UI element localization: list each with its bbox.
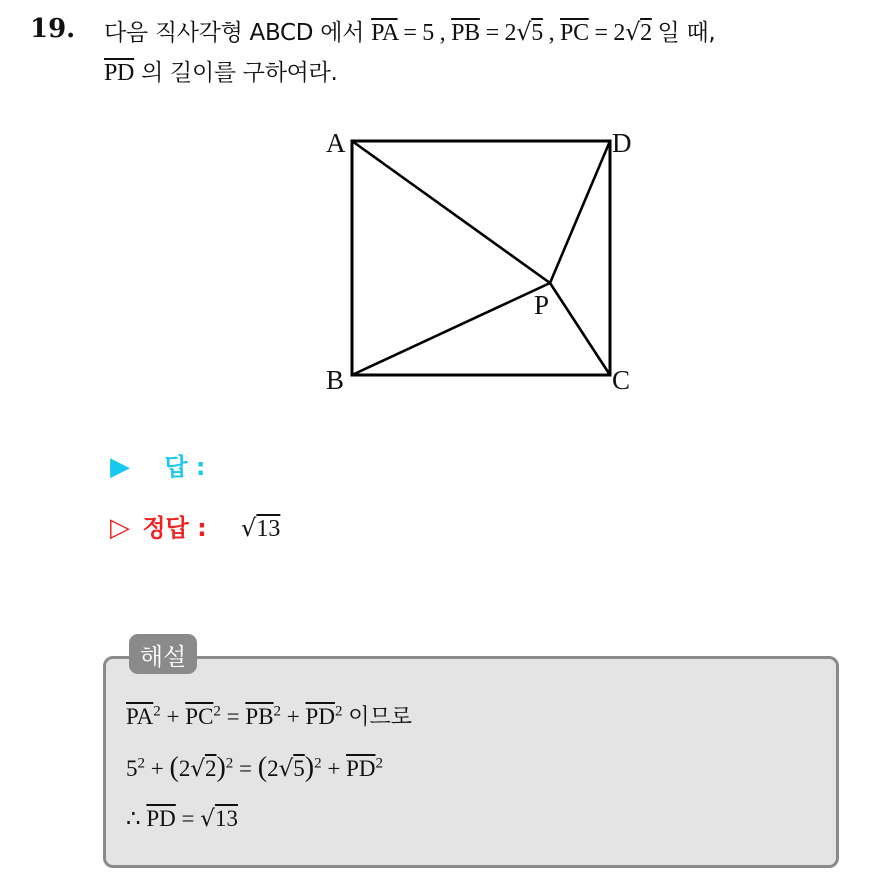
coef-pc: = 2 [594, 20, 626, 46]
solution-line-3: ∴ $\overline{PD} = √13$ [126, 806, 238, 832]
rectangle-figure [300, 110, 660, 410]
correct-answer-value: √13 [241, 514, 281, 542]
sqrt-pc: √2 [625, 18, 652, 46]
vertex-label-a: A [326, 128, 346, 158]
therefore-icon: ∴ [126, 806, 141, 831]
question-number: 19. [30, 14, 76, 44]
solution-line-2: $5^2 + (2√2)^2 = (2√5)^2 + \overline{PD}^2$ [126, 752, 383, 783]
filled-triangle-icon: ▶ [110, 452, 130, 482]
correct-answer-label: 정답 : [142, 514, 207, 542]
vertex-label-b: B [326, 365, 345, 395]
radical-icon: √ [278, 756, 294, 782]
radical-icon: √ [190, 756, 205, 782]
radical-icon: √ [625, 18, 641, 46]
solution-line-1: $\overline{PA}^2 + \overline{PC}^2 = \overline{PB}^2 + \overline{PD}^2$ 이므로 [126, 703, 412, 730]
correct-answer-row [110, 508, 280, 543]
point-label-p: P [534, 290, 550, 320]
segment-pa: $\overline{PA}$ [371, 20, 398, 46]
question-line2-text: 의 길이를 구하여라. [141, 60, 338, 86]
answer-row [110, 447, 206, 482]
solution-line1-suffix: 이므로 [348, 705, 412, 730]
radical-icon: √ [200, 806, 215, 832]
segment-pb: $\overline{PB}$ [451, 20, 480, 46]
question-intro: 다음 직사각형 ABCD 에서 [104, 20, 365, 46]
segment-pd: $\overline{PD}$ [104, 60, 135, 86]
segment-line-pd [550, 141, 610, 283]
rectangle-abcd [352, 141, 610, 375]
outline-triangle-icon: ▷ [110, 513, 130, 543]
segment-pc: $\overline{PC}$ [560, 20, 589, 46]
value-pa: = 5 , [403, 20, 446, 46]
sqrt-pb: √5 [516, 18, 543, 46]
question-line-1: 다음 직사각형 ABCD 에서 $\overline{PA} = 5$ , $\overline{PB} = 2√5$ , $\overline{PC} = 2√2$ 일 때, [104, 18, 716, 46]
radical-icon: √ [516, 18, 532, 46]
coef-pb: = 2 [485, 20, 517, 46]
segment-line-pc [550, 283, 610, 375]
question-line1-end: 일 때, [657, 20, 716, 46]
solution-tab: 해설 [129, 634, 197, 674]
vertex-label-c: C [612, 365, 631, 395]
vertex-label-d: D [612, 128, 632, 158]
segment-line-pa [352, 141, 550, 283]
segment-line-pb [352, 283, 550, 375]
radical-icon: √ [241, 514, 257, 542]
answer-label: 답 : [164, 453, 206, 481]
question-line-2 [104, 54, 338, 87]
